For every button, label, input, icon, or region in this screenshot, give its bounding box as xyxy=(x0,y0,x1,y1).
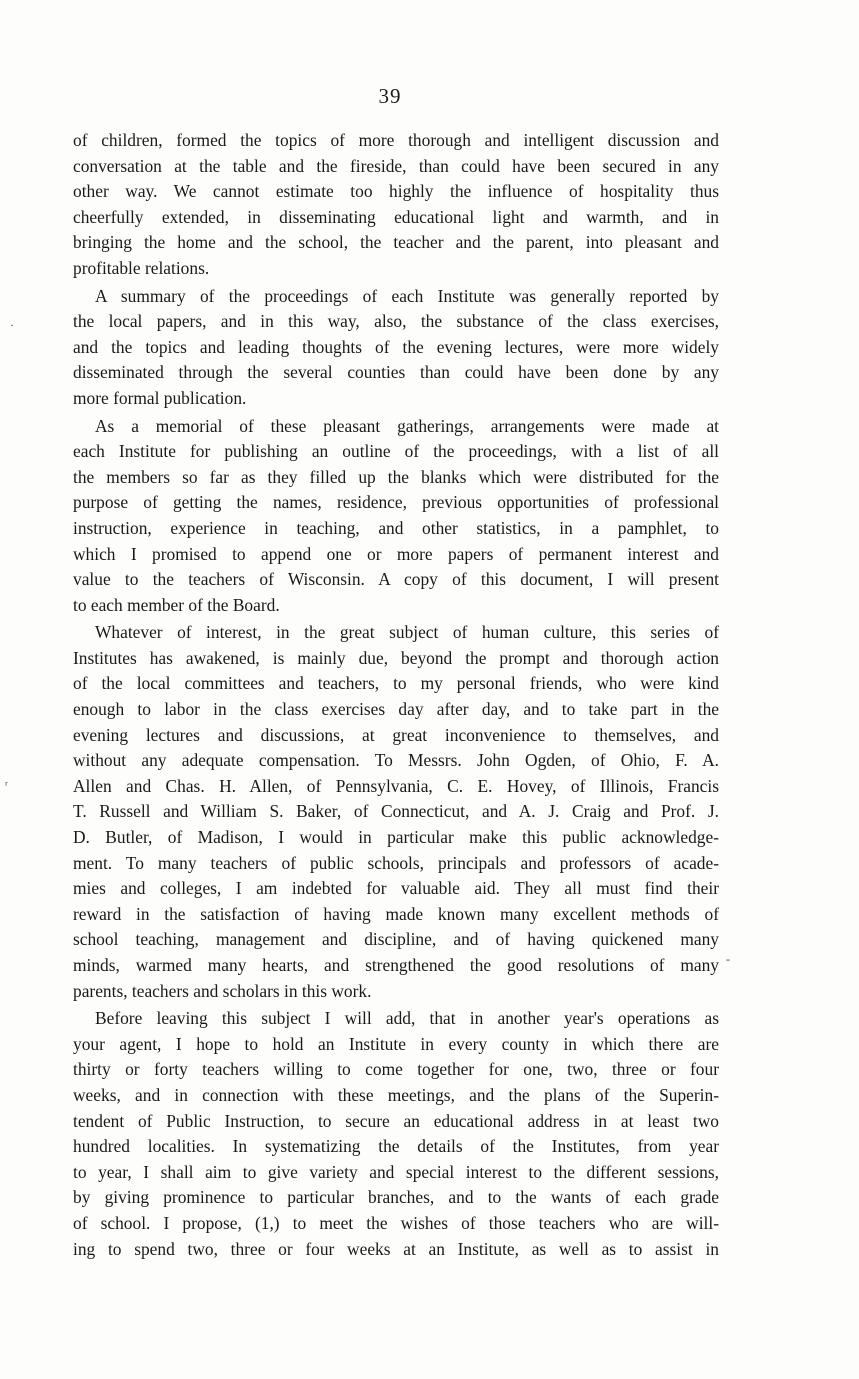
text-line: the members so far as they filled up the blanks which were distributed for the xyxy=(73,466,719,487)
body-text xyxy=(73,128,719,1264)
text-line: evening lectures and discussions, at great inconvenience to themselves, and xyxy=(73,724,719,745)
text-line: T. Russell and William S. Baker, of Connecticut, and A. J. Craig and Prof. J. xyxy=(73,801,719,822)
text-line: by giving prominence to particular branches, and to the wants of each grade xyxy=(73,1187,719,1208)
text-line: instruction, experience in teaching, and other statistics, in a pamphlet, to xyxy=(73,517,719,538)
paragraph-5 xyxy=(73,1006,719,1262)
page-number: 39 xyxy=(378,84,402,108)
text-line: bringing the home and the school, the teacher and the parent, into pleasant and xyxy=(73,232,719,253)
paragraph-3 xyxy=(73,414,719,619)
text-line: more formal publication. xyxy=(73,387,247,408)
margin-speck: · xyxy=(10,318,14,332)
text-line: to year, I shall aim to give variety and special interest to the different sessions, xyxy=(73,1161,719,1182)
margin-speck: - xyxy=(726,952,730,966)
text-line: reward in the satisfaction of having made known many excellent methods of xyxy=(73,903,719,924)
text-line: enough to labor in the class exercises day after day, and to take part in the xyxy=(73,699,719,720)
text-line: weeks, and in connection with these meetings, and the plans of the Superin- xyxy=(73,1084,719,1105)
text-line: Before leaving this subject I will add, that in another year's operations as xyxy=(95,1008,719,1029)
text-line: of children, formed the topics of more thorough and intelligent discussion and xyxy=(73,130,719,150)
text-line: mies and colleges, I am indebted for valuable aid. They all must find their xyxy=(73,878,719,899)
paragraph-1 xyxy=(73,128,719,282)
text-line: of the local committees and teachers, to my personal friends, who were kind xyxy=(73,673,719,694)
text-line: each Institute for publishing an outline of the proceedings, with a list of all xyxy=(73,441,719,462)
text-line: value to the teachers of Wisconsin. A copy of this document, I will present xyxy=(73,569,719,590)
text-line: conversation at the table and the fireside, than could have been secured in any xyxy=(73,155,719,176)
text-line: hundred localities. In systematizing the details of the Institutes, from year xyxy=(73,1136,719,1157)
text-line: tendent of Public Instruction, to secure an educational address in at least two xyxy=(73,1110,719,1131)
text-line: of school. I propose, (1,) to meet the wishes of those teachers who are will- xyxy=(73,1212,719,1233)
paragraph-4 xyxy=(73,620,719,1004)
text-line: A summary of the proceedings of each Institute was generally reported by xyxy=(95,285,719,306)
margin-speck: ʳ xyxy=(5,778,8,792)
text-line: without any adequate compensation. To Messrs. John Ogden, of Ohio, F. A. xyxy=(73,750,719,771)
text-line: ment. To many teachers of public schools, principals and professors of acade- xyxy=(73,852,719,873)
text-line: and the topics and leading thoughts of the evening lectures, were more widely xyxy=(73,336,719,357)
text-line: purpose of getting the names, residence, previous opportunities of professional xyxy=(73,492,719,513)
text-line: Whatever of interest, in the great subject of human culture, this series of xyxy=(95,622,719,643)
text-line: D. Butler, of Madison, I would in particular make this public acknowledge- xyxy=(73,827,719,848)
text-line: parents, teachers and scholars in this work. xyxy=(73,980,372,1001)
text-line: the local papers, and in this way, also, the substance of the class exercises, xyxy=(73,311,719,332)
text-line: which I promised to append one or more papers of permanent interest and xyxy=(73,543,719,564)
text-line: thirty or forty teachers willing to come together for one, two, three or four xyxy=(73,1059,719,1080)
text-line: other way. We cannot estimate too highly the influence of hospitality thus xyxy=(73,181,719,202)
text-line: to each member of the Board. xyxy=(73,594,280,615)
paragraph-2 xyxy=(73,284,719,412)
text-line: As a memorial of these pleasant gatherings, arrangements were made at xyxy=(95,415,719,436)
text-line: cheerfully extended, in disseminating educational light and warmth, and in xyxy=(73,206,719,227)
text-line: disseminated through the several counties than could have been done by any xyxy=(73,362,719,383)
text-line: your agent, I hope to hold an Institute in every county in which there are xyxy=(73,1033,719,1054)
text-line: profitable relations. xyxy=(73,257,210,278)
text-line: Institutes has awakened, is mainly due, beyond the prompt and thorough action xyxy=(73,647,719,668)
text-line: Allen and Chas. H. Allen, of Pennsylvania, C. E. Hovey, of Illinois, Francis xyxy=(73,775,719,796)
text-line: ing to spend two, three or four weeks at an Institute, as well as to assist in xyxy=(73,1238,719,1259)
text-line: school teaching, management and discipline, and of having quickened many xyxy=(73,929,719,950)
text-line: minds, warmed many hearts, and strengthened the good resolutions of many xyxy=(73,955,719,975)
